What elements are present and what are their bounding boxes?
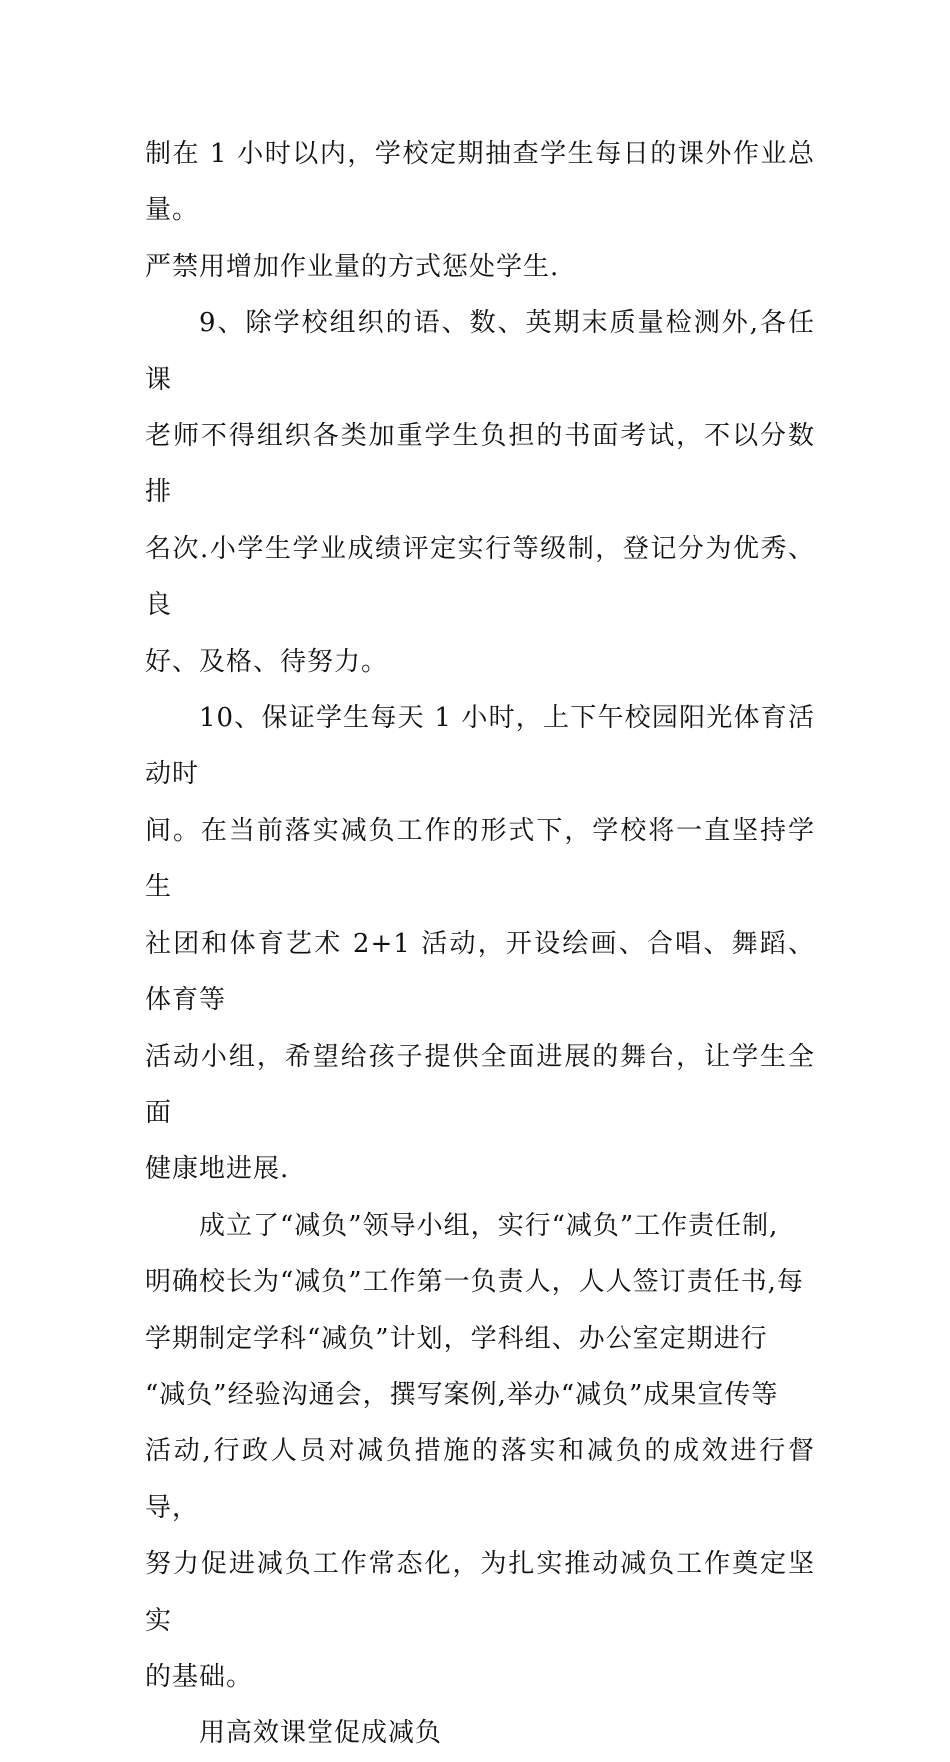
text-line: 10、保证学生每天 1 小时，上下午校园阳光体育活动时 [145,703,815,790]
text-line: 努力促进减负工作常态化，为扎实推动减负工作奠定坚实 [145,1549,815,1636]
text-line: 明确校长为“减负”工作第一负责人，人人签订责任书,每 [145,1267,804,1298]
text-line: 活动,行政人员对减负措施的落实和减负的成效进行督导， [145,1436,815,1523]
text-line: 健康地进展. [145,1154,290,1185]
text-line: 好、及格、待努力。 [145,646,389,677]
paragraph-leadership [145,1198,815,1706]
text-line: 成立了“减负”领导小组，实行“减负”工作责任制, [199,1210,779,1241]
body-text [145,126,815,1762]
text-line: 学期制定学科“减负”计划，学科组、办公室定期进行 [145,1323,768,1354]
text-line: 间。在当前落实减负工作的形式下，学校将一直坚持学生 [145,815,815,903]
paragraph-continuation [145,126,815,295]
text-line: 社团和体育艺术 2+1 活动，开设绘画、合唱、舞蹈、体育等 [145,928,815,1016]
text-line: 老师不得组织各类加重学生负担的书面考试，不以分数排 [145,421,815,508]
paragraph-item-9 [145,295,815,690]
text-line: 活动小组，希望给孩子提供全面进展的舞台，让学生全面 [145,1041,815,1128]
text-line: 制在 1 小时以内，学校定期抽查学生每日的课外作业总量。 [145,139,815,226]
text-line: 严禁用增加作业量的方式惩处学生. [145,251,560,282]
paragraph-item-10 [145,690,815,1198]
section-heading: 用高效课堂促成减负 [199,1718,443,1749]
text-line: 9、除学校组织的语、数、英期末质量检测外,各任课 [145,308,815,395]
text-line: 的基础。 [145,1661,254,1692]
text-line: “减负”经验沟通会，撰写案例,举办“减负”成果宣传等 [145,1379,779,1410]
text-line: 名次.小学生学业成绩评定实行等级制，登记分为优秀、良 [145,533,815,621]
